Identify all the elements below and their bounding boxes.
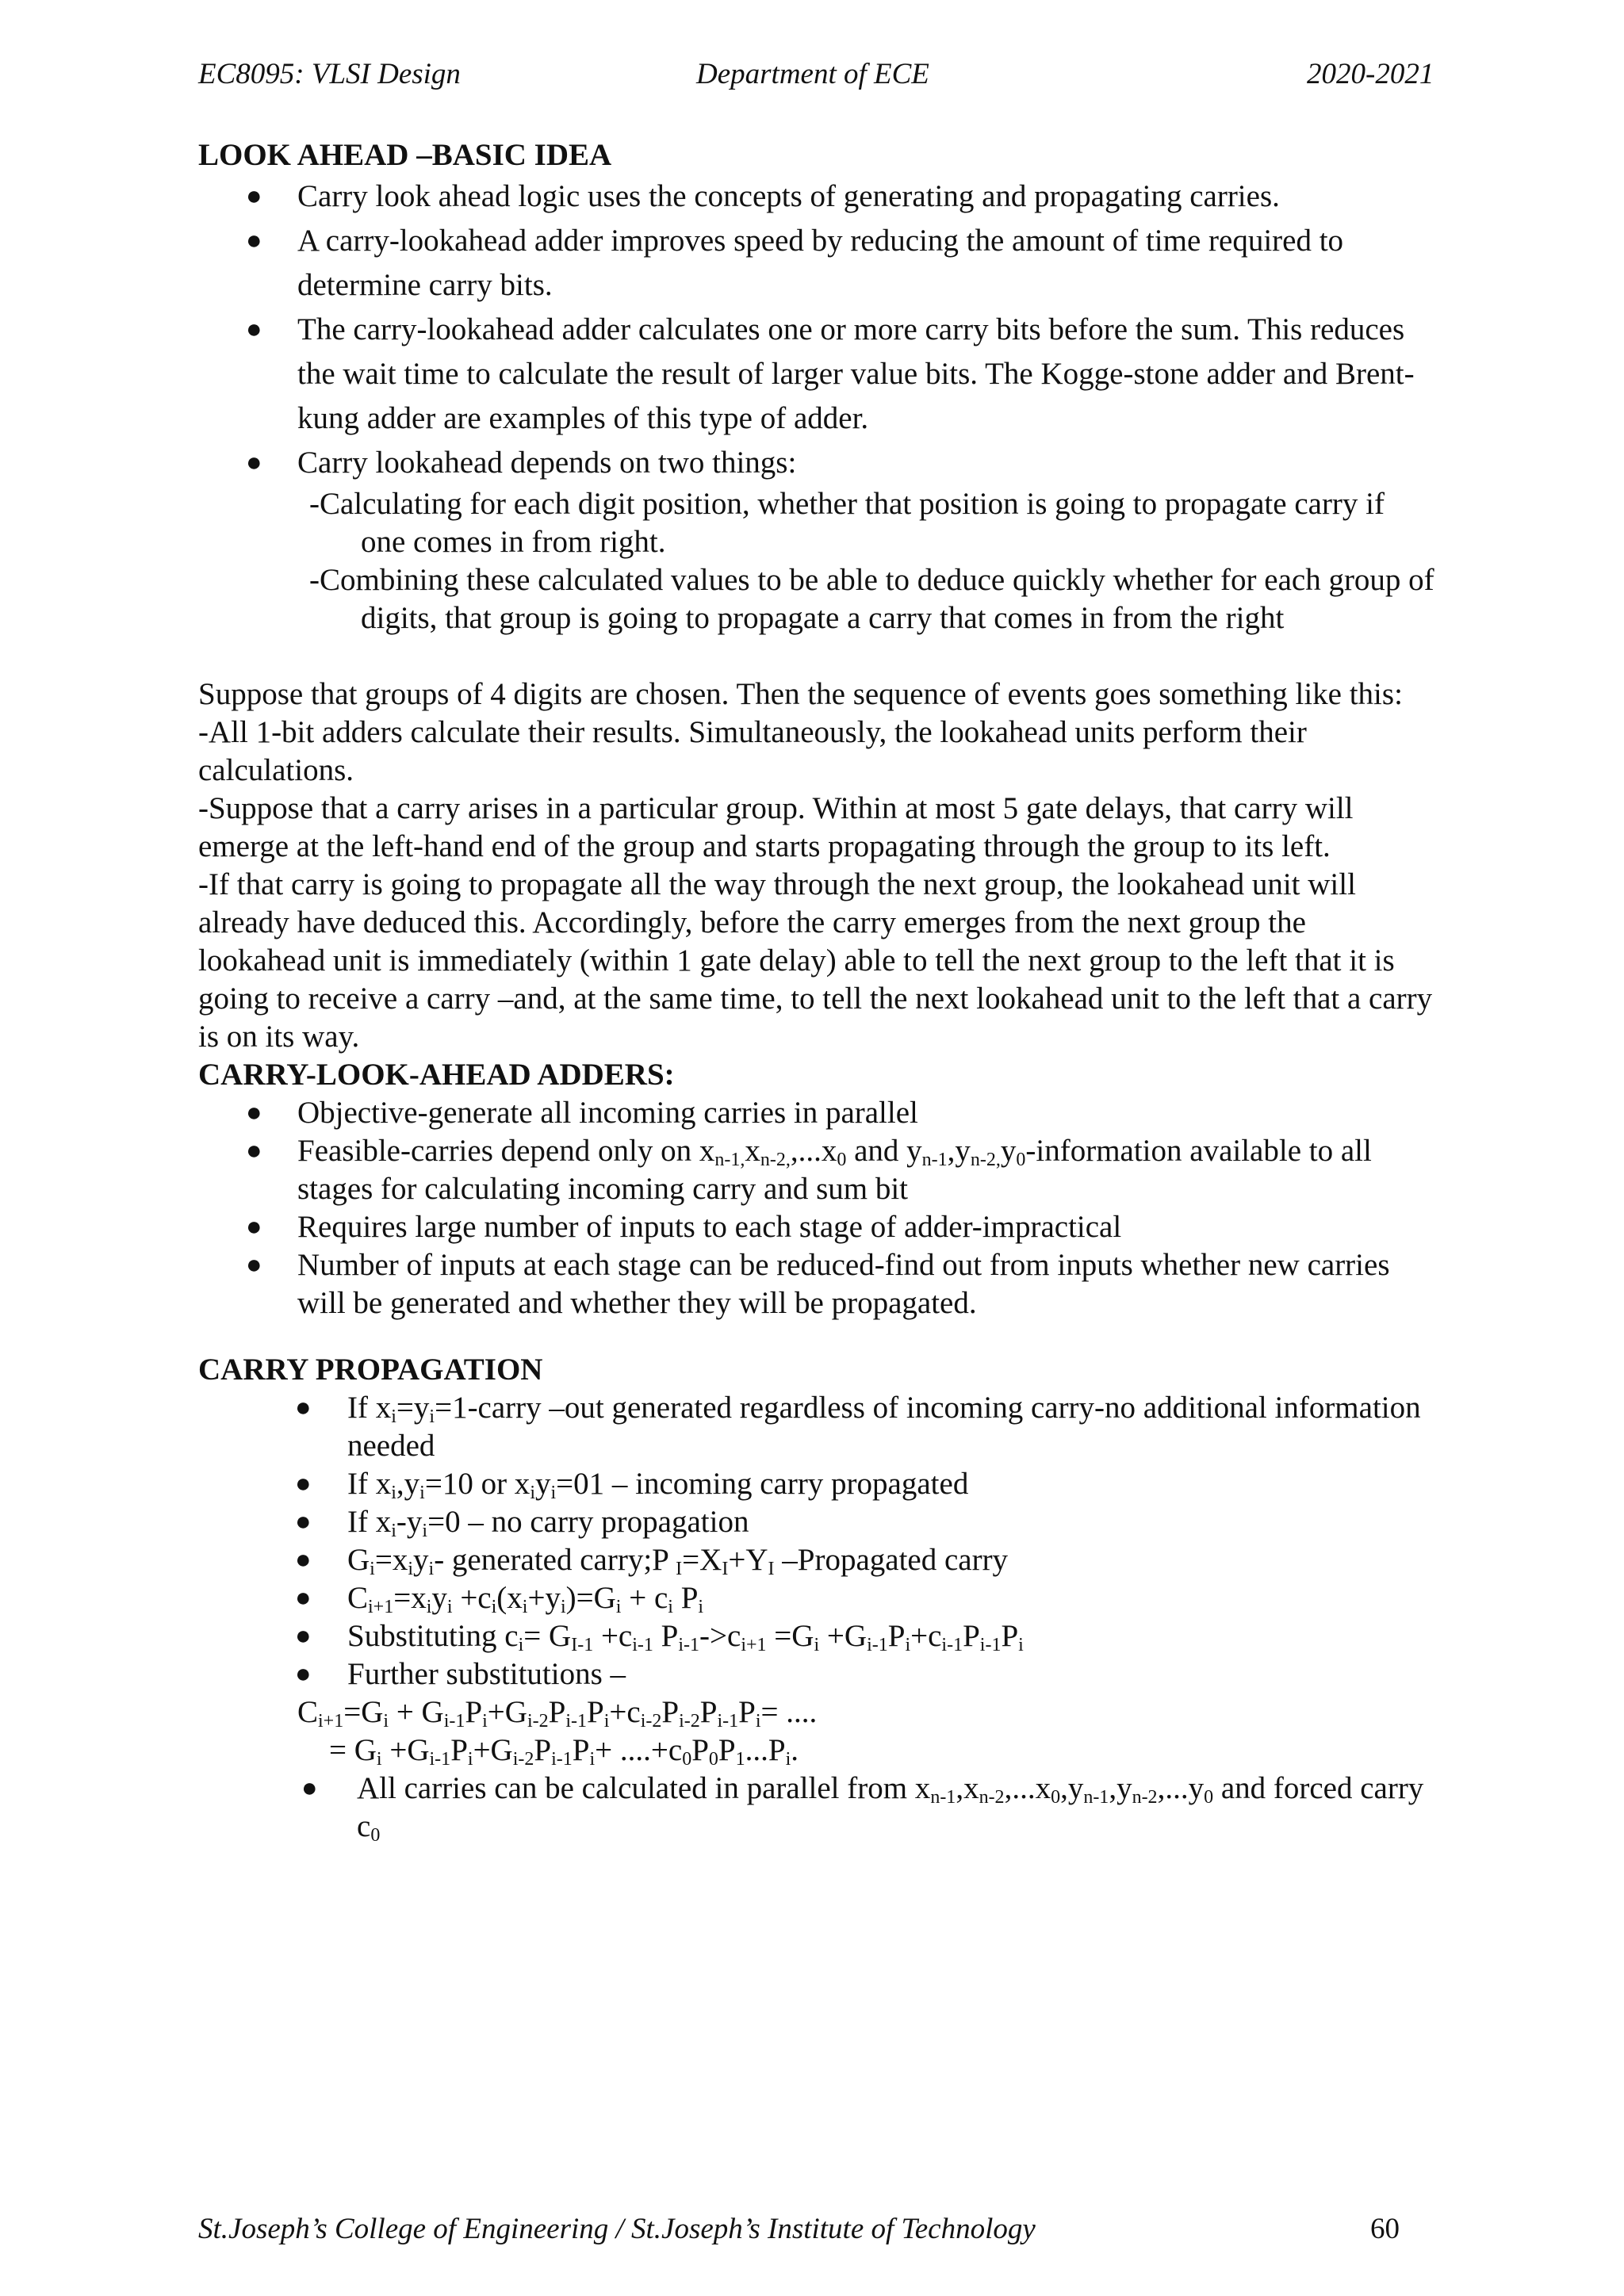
list-item: ● If $x_i,y_i=10$ or $x_iy_i=01$ – incoming carry propagated xyxy=(295,1467,969,1503)
sub-item: -Combining these calculated values to be able to deduce quickly whether for each group of digits, that group is going to propagate a carry that comes in from the right xyxy=(309,563,1434,635)
bullet-icon: ● xyxy=(295,1659,312,1689)
propagation-bullet-list-2 xyxy=(198,1770,1435,1846)
bullet-icon: ● xyxy=(295,1545,312,1575)
bullet-icon: ● xyxy=(301,1774,318,1803)
header-course: EC8095: VLSI Design xyxy=(198,58,461,90)
bullet-icon: ● xyxy=(246,1136,262,1165)
bullet-icon: ● xyxy=(246,1212,262,1242)
header-year: 2020-2021 xyxy=(1307,58,1434,90)
list-item: ● Further substitutions – xyxy=(198,1655,1435,1693)
list-item: ● $G_i=x_iy_i-$ generated carry;P $_I=X_I+Y_I$ –Propagated carry xyxy=(295,1543,1009,1579)
bullet-icon: ● xyxy=(295,1469,312,1498)
list-item: ● Carry lookahead depends on two things: xyxy=(198,441,1435,485)
bullet-icon: ● xyxy=(295,1621,312,1651)
page-number: 60 xyxy=(1370,2213,1400,2245)
bullet-icon: ● xyxy=(246,226,262,255)
list-item: ● If $x_i=y_i=1$-carry –out generated regardless of incoming carry-no additional information needed xyxy=(295,1391,1421,1463)
paragraph: -If that carry is going to propagate all the way through the next group, the lookahead unit will already have deduced this. Accordingly, before the carry emerges from the next group the lookahead unit is immediately (within 1 gate delay) able to tell the next group to the left that it is going to receive a carry –and, at the same time, to tell the next lookahead unit to the left that a carry is on its way. xyxy=(198,867,1433,1054)
section-heading-cla-adders: CARRY-LOOK-AHEAD ADDERS: xyxy=(198,1058,675,1092)
list-item: ● Substituting $c_i= G_{I-1} +c_{i-1}$ $P_{i-1}->c_{i+1} =G_i +G_{i-1}P_i+c_{i-1}P_{i-1}P_i$ xyxy=(295,1619,1024,1655)
propagation-bullet-list xyxy=(198,1389,1435,1693)
footer-institution: St.Joseph’s College of Engineering / St.Joseph’s Institute of Technology xyxy=(198,2213,1036,2245)
paragraph: Suppose that groups of 4 digits are chosen. Then the sequence of events goes something like this: xyxy=(198,677,1403,711)
sub-item: -Calculating for each digit position, whether that position is going to propagate carry if one comes in from right. xyxy=(309,487,1385,559)
page-content xyxy=(198,136,1435,1846)
section-heading-lookahead: LOOK AHEAD –BASIC IDEA xyxy=(198,138,612,172)
list-item: ● Number of inputs at each stage can be reduced-find out from inputs whether new carries will be generated and whether they will be propagated. xyxy=(246,1248,1390,1320)
bullet-icon: ● xyxy=(295,1583,312,1613)
paragraph: -All 1-bit adders calculate their results. Simultaneously, the lookahead units perform their calculations. xyxy=(198,715,1307,787)
list-item: ● A carry-lookahead adder improves speed by reducing the amount of time required to determine carry bits. xyxy=(198,219,1435,308)
equation-line: = $G_i +G_{i-1}P_i+G_{i-2}P_{i-1}P_i+ ....+c_0P_0P_1...P_i$. xyxy=(329,1733,799,1770)
bullet-icon: ● xyxy=(295,1393,312,1422)
list-item: ● Feasible-carries depend only on $x_{n-1,}x_{n-2,},...x_0$ and $y_{n-1},y_{n-2,}y_0$-information available to all stages for calculating incoming carry and sum bit xyxy=(246,1134,1372,1206)
section-heading-carry-propagation: CARRY PROPAGATION xyxy=(198,1353,543,1387)
header-department: Department of ECE xyxy=(696,58,929,90)
bullet-icon: ● xyxy=(295,1507,312,1536)
lookahead-bullet-list xyxy=(198,174,1435,485)
bullet-icon: ● xyxy=(246,448,262,477)
list-item: ● All carries can be calculated in parallel from $x_{n-1},x_{n-2},...x_0,y_{n-1},y_{n-2},...y_0$ and forced carry $c_0$ xyxy=(301,1771,1424,1846)
bullet-icon: ● xyxy=(246,182,262,211)
equation-line: $C_{i+1}=G_i + G_{i-1}P_i+G_{i-2}P_{i-1}P_i+c_{i-2}P_{i-2}P_{i-1}P_i=$ .... xyxy=(297,1695,818,1732)
list-item: ● Requires large number of inputs to each stage of adder-impractical xyxy=(198,1208,1435,1246)
bullet-icon: ● xyxy=(246,1250,262,1280)
bullet-icon: ● xyxy=(246,1098,262,1127)
list-item: ● Objective-generate all incoming carries in parallel xyxy=(198,1094,1435,1132)
bullet-icon: ● xyxy=(246,315,262,344)
paragraph: -Suppose that a carry arises in a particular group. Within at most 5 gate delays, that carry will emerge at the left-hand end of the group and starts propagating through the group to its left. xyxy=(198,791,1354,863)
list-item: ● Carry look ahead logic uses the concepts of generating and propagating carries. xyxy=(198,174,1435,219)
list-item: ● $C_{i+1}=x_iy_i +c_i(x_i+y_i)=G_i + c_i$ $P_i$ xyxy=(295,1581,704,1617)
list-item: ● The carry-lookahead adder calculates one or more carry bits before the sum. This reduces the wait time to calculate the result of larger value bits. The Kogge-stone adder and Brent-kung adder are examples of this type of adder. xyxy=(198,308,1435,441)
list-item: ● If $x_i-y_i=0$ – no carry propagation xyxy=(295,1505,749,1541)
cla-bullet-list xyxy=(198,1094,1435,1322)
